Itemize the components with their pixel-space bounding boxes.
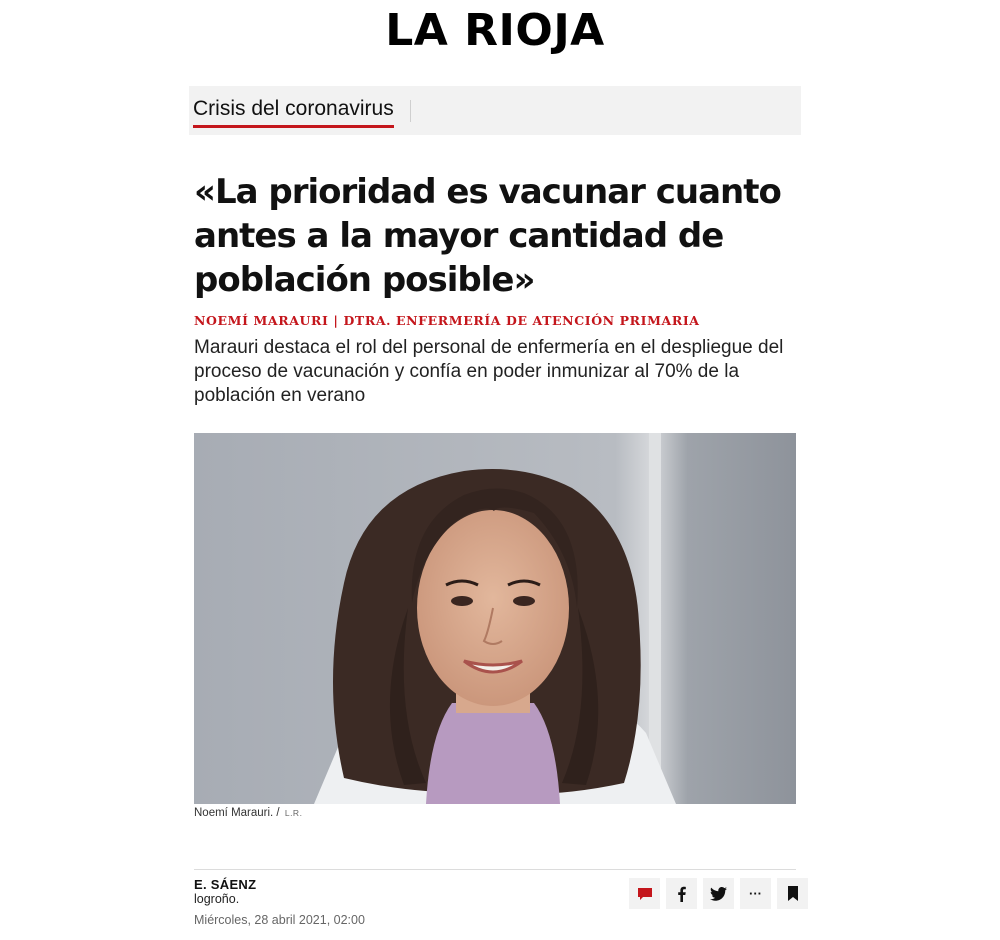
section-link[interactable]: Crisis del coronavirus — [193, 97, 394, 128]
section-bar — [189, 86, 801, 135]
bookmark-icon — [787, 886, 799, 901]
site-logo[interactable]: LA RIOJA — [385, 4, 605, 56]
author-location: logroño. — [194, 892, 240, 906]
photo-caption — [194, 807, 796, 819]
section-divider — [410, 100, 411, 122]
caption-text: Noemí Marauri. / — [194, 807, 280, 819]
facebook-icon — [674, 886, 690, 902]
publish-date: Miércoles, 28 abril 2021, 02:00 — [194, 913, 365, 927]
bookmark-button[interactable] — [777, 878, 808, 909]
comment-icon — [637, 886, 653, 902]
twitter-icon — [710, 886, 727, 902]
article-photo — [194, 433, 796, 804]
masthead — [0, 0, 1000, 60]
more-icon: ··· — [749, 886, 762, 901]
facebook-share-button[interactable] — [666, 878, 697, 909]
article-standfirst: Marauri destaca el rol del personal de enfermería en el despliegue del proceso de vacunación y confía en poder inmunizar al 70% de la población en verano — [194, 337, 784, 406]
comment-button[interactable] — [629, 878, 660, 909]
interviewee-byline: NOEMÍ MARAURI | DTRA. ENFERMERÍA DE ATENCIÓN PRIMARIA — [194, 313, 700, 328]
article-headline: «La prioridad es vacunar cuanto antes a la mayor cantidad de población posible» — [194, 172, 781, 300]
twitter-share-button[interactable] — [703, 878, 734, 909]
share-toolbar — [629, 878, 808, 909]
portrait-image — [194, 433, 796, 804]
photo-credit: L.R. — [284, 808, 303, 818]
more-options-button[interactable] — [740, 878, 771, 909]
author-name[interactable]: E. SÁENZ — [194, 877, 257, 892]
author-divider — [194, 869, 796, 870]
